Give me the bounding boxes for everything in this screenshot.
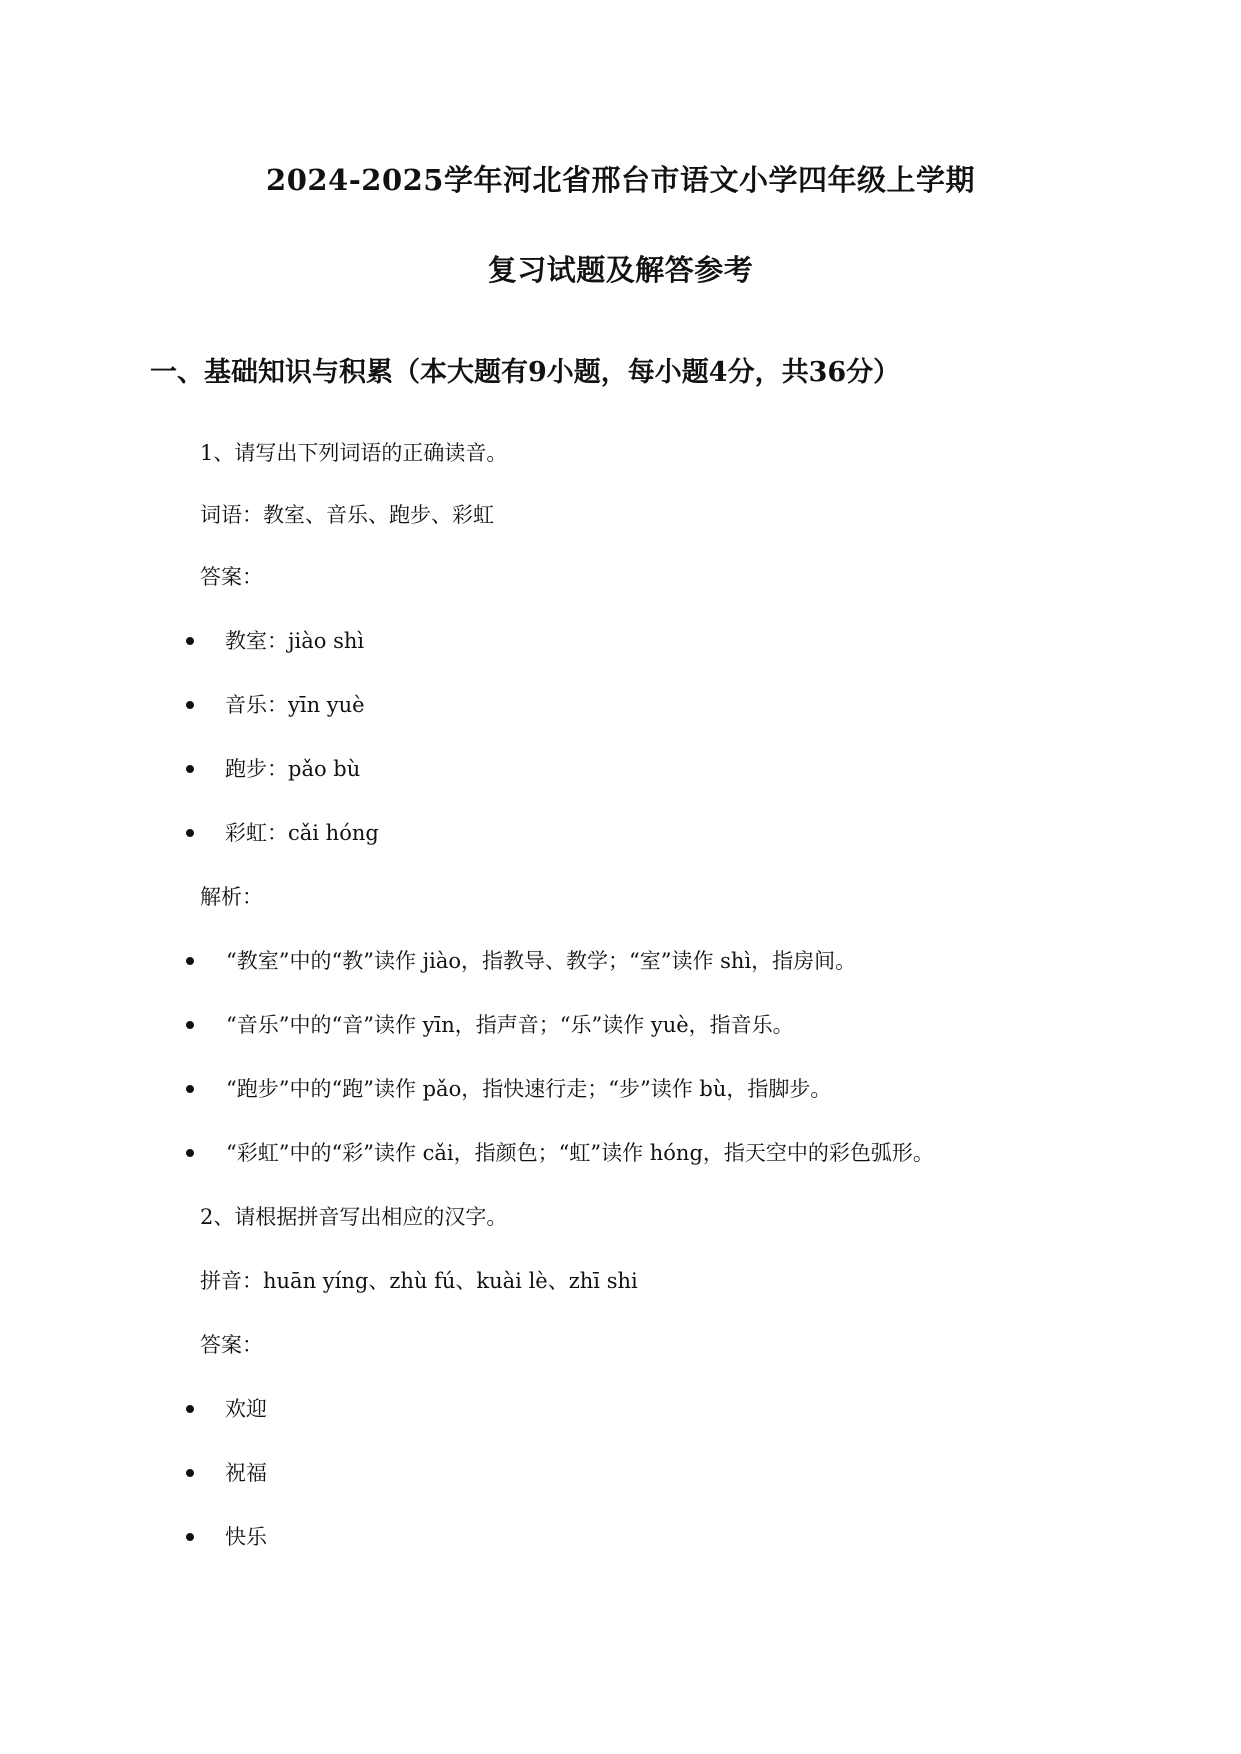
document-title-line-1: 2024-2025学年河北省邢台市语文小学四年级上学期	[266, 163, 975, 197]
answer-text: 彩虹：cǎi hóng	[225, 821, 379, 845]
section-heading: 一、基础知识与积累（本大题有9小题，每小题4分，共36分）	[150, 357, 901, 388]
question-2-answer-label: 答案：	[200, 1333, 263, 1357]
question-1-analysis-label: 解析：	[200, 885, 263, 909]
document-title-line-2: 复习试题及解答参考	[487, 253, 754, 287]
bullet-dot-icon	[186, 1085, 194, 1093]
answer-text: 教室：jiào shì	[225, 629, 365, 653]
bullet-dot-icon	[186, 1149, 194, 1157]
answer-text: 音乐：yīn yuè	[225, 693, 365, 717]
analysis-text: “跑步”中的“跑”读作 pǎo，指快速行走；“步”读作 bù，指脚步。	[226, 1077, 832, 1101]
bullet-dot-icon	[186, 1405, 194, 1413]
question-1-words: 词语：教室、音乐、跑步、彩虹	[200, 503, 494, 527]
analysis-text: “彩虹”中的“彩”读作 cǎi，指颜色；“虹”读作 hóng，指天空中的彩色弧形。	[226, 1141, 934, 1165]
bullet-dot-icon	[186, 1533, 194, 1541]
question-2-prompt: 2、请根据拼音写出相应的汉字。	[200, 1205, 508, 1229]
answer-text: 祝福	[225, 1461, 267, 1485]
question-1-answer-label: 答案：	[200, 565, 263, 589]
bullet-dot-icon	[186, 637, 194, 645]
bullet-dot-icon	[186, 701, 194, 709]
bullet-dot-icon	[186, 1021, 194, 1029]
answer-text: 跑步：pǎo bù	[225, 757, 361, 781]
bullet-dot-icon	[186, 765, 194, 773]
bullet-dot-icon	[186, 829, 194, 837]
question-2-pinyin: 拼音：huān yíng、zhù fú、kuài lè、zhī shi	[200, 1269, 638, 1293]
question-1-prompt: 1、请写出下列词语的正确读音。	[200, 441, 508, 465]
bullet-dot-icon	[186, 957, 194, 965]
analysis-text: “教室”中的“教”读作 jiào，指教导、教学；“室”读作 shì，指房间。	[226, 949, 857, 973]
answer-text: 快乐	[225, 1525, 267, 1549]
bullet-dot-icon	[186, 1469, 194, 1477]
answer-text: 欢迎	[225, 1397, 267, 1421]
analysis-text: “音乐”中的“音”读作 yīn，指声音；“乐”读作 yuè，指音乐。	[226, 1013, 794, 1037]
